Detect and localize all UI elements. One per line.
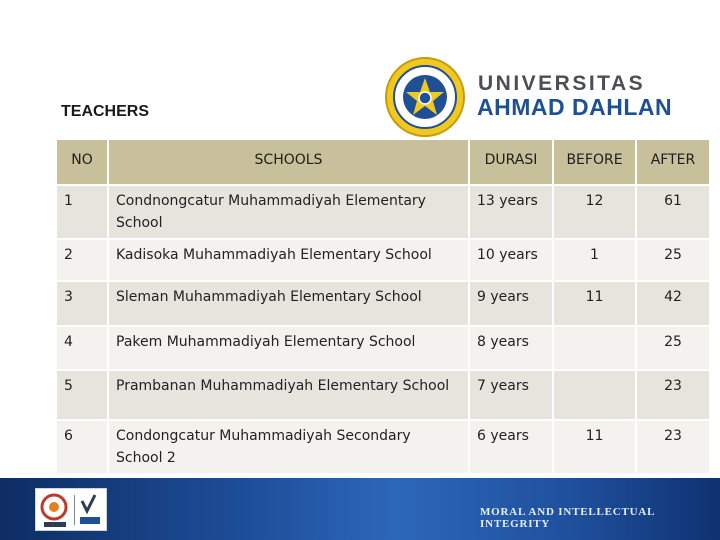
table-row [56,281,710,326]
table-row [56,420,710,474]
cell-before: 11 [553,420,636,474]
cell-after: 25 [636,239,710,281]
cell-durasi: 13 years [469,185,553,239]
university-logo [384,56,674,138]
cell-after: 42 [636,281,710,326]
footer-bar [0,478,720,540]
cell-no: 5 [56,370,108,420]
certification-badge-icon [36,489,108,532]
cell-school: Condongcatur Muhammadiyah Secondary School 2 [108,420,469,474]
column-header-durasi: DURASI [469,139,553,185]
table-row [56,370,710,420]
column-header-no: NO [56,139,108,185]
cell-after: 61 [636,185,710,239]
cell-before: 1 [553,239,636,281]
page-title: TEACHERS [61,103,150,120]
cell-school: Pakem Muhammadiyah Elementary School [108,326,469,370]
column-header-before: BEFORE [553,139,636,185]
table-row [56,326,710,370]
cell-school: Kadisoka Muhammadiyah Elementary School [108,239,469,281]
table-row [56,185,710,239]
cell-school: Prambanan Muhammadiyah Elementary School [108,370,469,420]
table-header-row [56,139,710,185]
cell-school: Sleman Muhammadiyah Elementary School [108,281,469,326]
cell-durasi: 10 years [469,239,553,281]
teachers-table [55,138,711,475]
cell-durasi: 8 years [469,326,553,370]
cell-durasi: 9 years [469,281,553,326]
column-header-schools: SCHOOLS [108,139,469,185]
cell-before: 12 [553,185,636,239]
column-header-after: AFTER [636,139,710,185]
logo-text-ahmad-dahlan: AHMAD DAHLAN [477,94,673,120]
cell-no: 2 [56,239,108,281]
cell-after: 25 [636,326,710,370]
footer-tagline: MORAL AND INTELLECTUAL INTEGRITY [480,506,655,530]
cell-school: Condnongcatur Muhammadiyah Elementary School [108,185,469,239]
logo-text-universitas: UNIVERSITAS [478,72,646,95]
cell-after: 23 [636,420,710,474]
university-seal-icon [384,56,466,138]
cell-after: 23 [636,370,710,420]
cell-no: 3 [56,281,108,326]
table-row [56,239,710,281]
cell-no: 4 [56,326,108,370]
cell-before: 11 [553,281,636,326]
cell-durasi: 7 years [469,370,553,420]
cell-before [553,326,636,370]
cell-durasi: 6 years [469,420,553,474]
cell-no: 6 [56,420,108,474]
cell-before [553,370,636,420]
certification-logos [35,488,107,531]
cell-no: 1 [56,185,108,239]
